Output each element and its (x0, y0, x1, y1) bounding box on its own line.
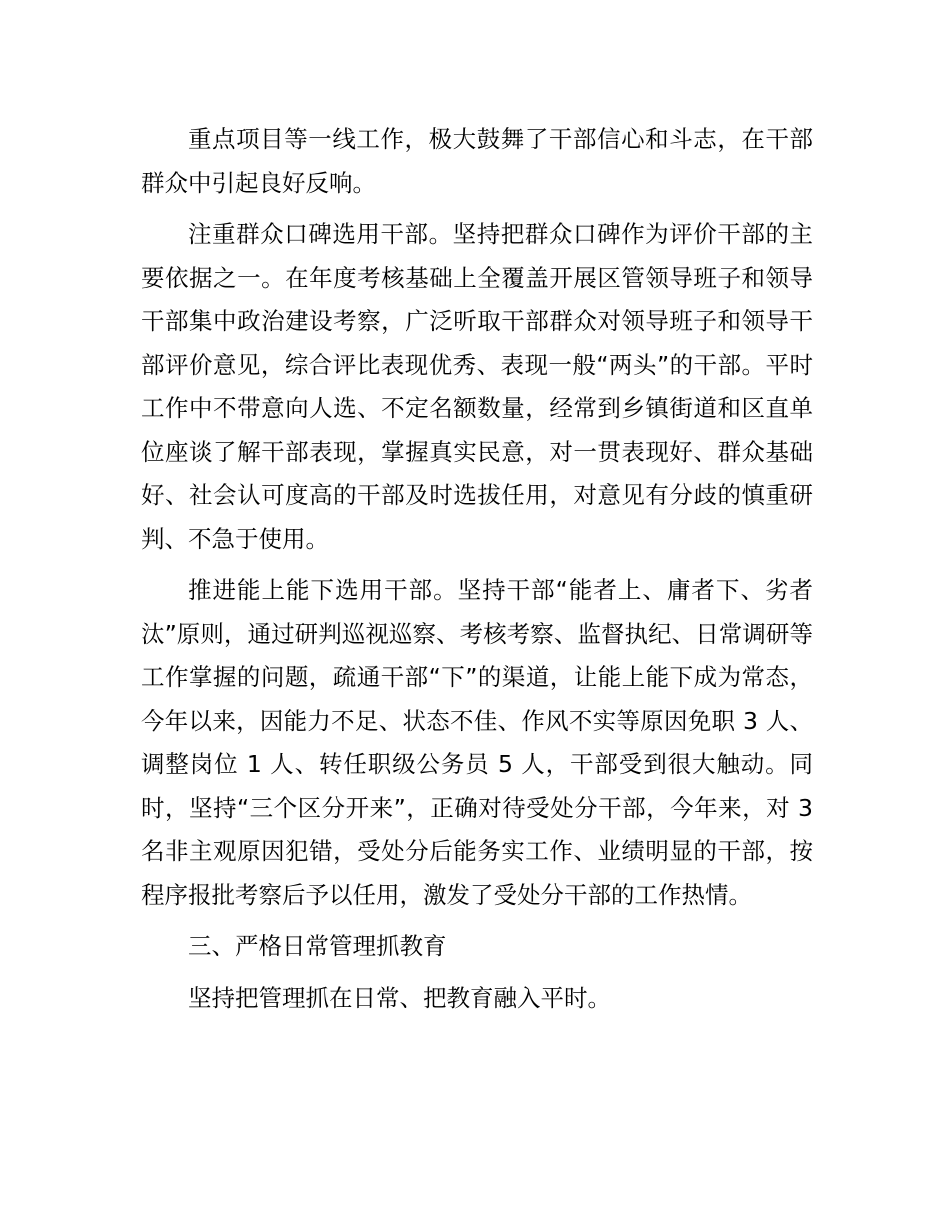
paragraph-frontline-work: 重点项目等一线工作，极大鼓舞了干部信心和斗志，在干部群众中引起良好反响。 (141, 125, 813, 197)
paragraph-promotion-demotion: 推进能上能下选用干部。坚持干部“能者上、庸者下、劣者汰”原则，通过研判巡视巡察、考核考察、监督执纪、日常调研等工作掌握的问题，疏通干部“下”的渠道，让能上能下成为常态，今年以来，因能力不足、状态不佳、作风不实等原因免职 3 人、调整岗位 1 人、转任职级公务员 5 人，干部受到很大触动。同时，坚持“三个区分开来”，正确对待受处分干部，今年来，对 3 名非主观原因犯错，受处分后能务实工作、业绩明显的干部，按程序报批考察后予以任用，激发了受处分干部的工作热情。 (141, 576, 813, 909)
section-heading: 三、严格日常管理抓教育 (188, 932, 447, 960)
document-body (141, 118, 813, 1028)
paragraph-public-reputation: 注重群众口碑选用干部。坚持把群众口碑作为评价干部的主要依据之一。在年度考核基础上全覆盖开展区管领导班子和领导干部集中政治建设考察，广泛听取干部群众对领导班子和领导干部评价意见，综合评比表现优秀、表现一般“两头”的干部。平时工作中不带意向人选、不定名额数量，经常到乡镇街道和区直单位座谈了解干部表现，掌握真实民意，对一贯表现好、群众基础好、社会认可度高的干部及时选拔任用，对意见有分歧的慎重研判、不急于使用。 (141, 220, 813, 553)
paragraph-daily-management: 坚持把管理抓在日常、把教育融入平时。 (188, 983, 611, 1012)
